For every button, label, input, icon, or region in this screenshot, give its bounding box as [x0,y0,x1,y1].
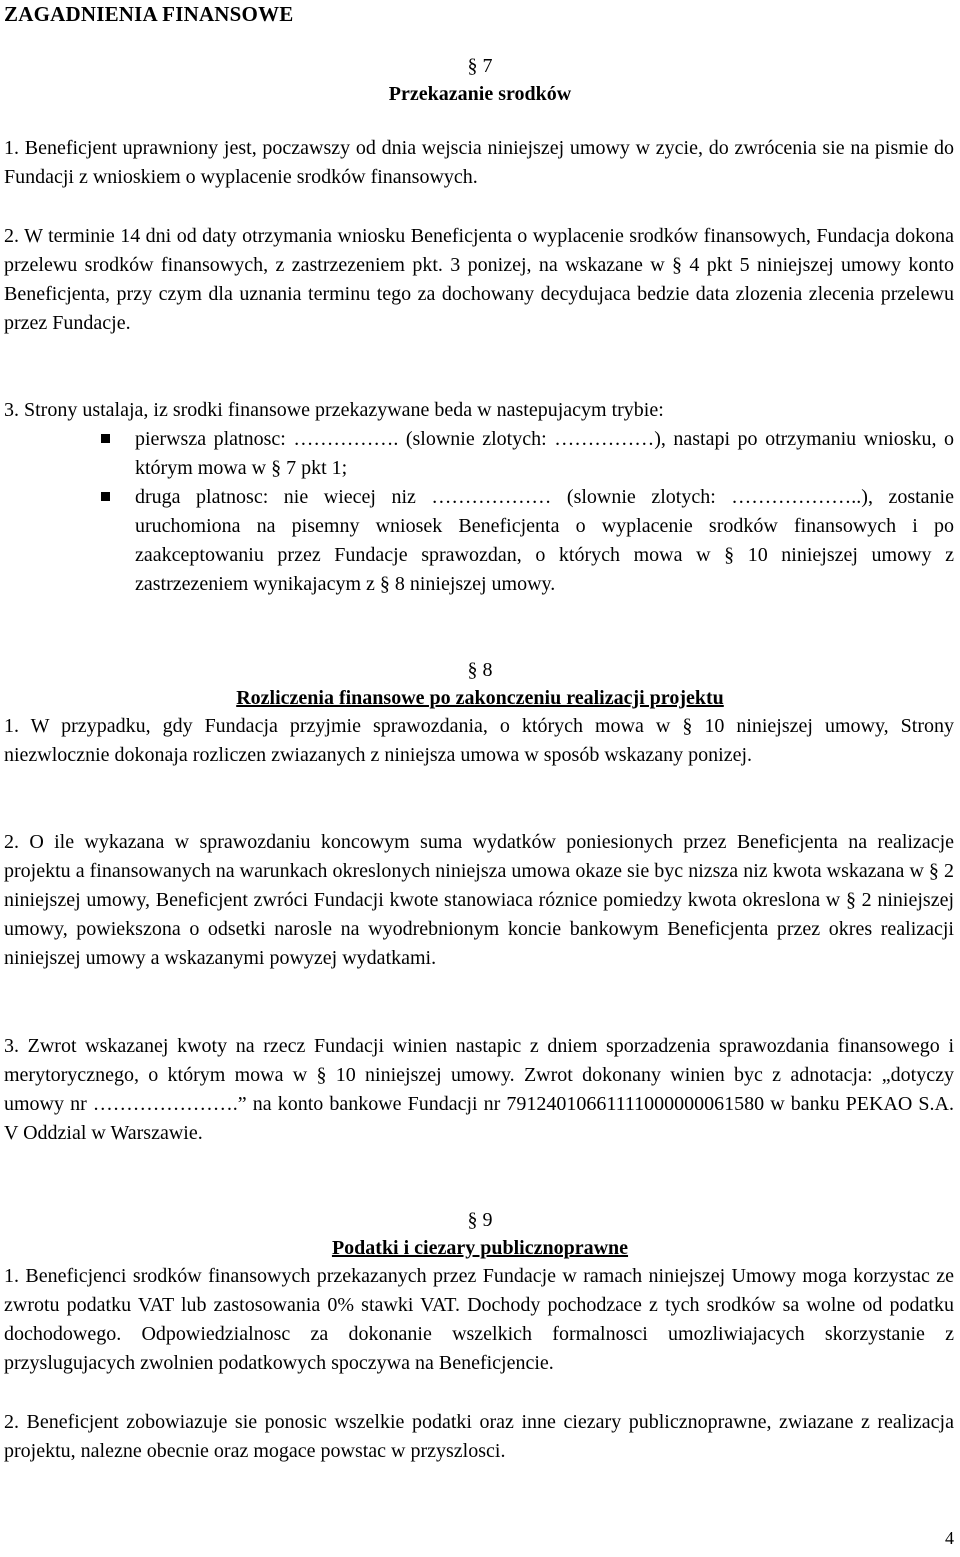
list-item [4,425,954,483]
section-9-heading [0,1206,960,1262]
section-8-paragraph-3: 3. Zwrot wskazanej kwoty na rzecz Fundacji winien nastapic z dniem sporzadzenia sprawozdania finansowego i merytorycznego, o którym mowa w § 10 niniejszej umowy. Zwrot dokonany winien byc z adnotacja: „dotyczy umowy nr ………………….” na konto bankowe Fundacji nr 79124010661111000000061580 w banku PEKAO S.A. V Oddzial w Warszawie. [4,1035,954,1144]
section-9-title: Podatki i ciezary publicznoprawne [331,1237,629,1259]
section-7-paragraph-1: 1. Beneficjent uprawniony jest, poczawszy od dnia wejscia niniejszej umowy w zycie, do zwrócenia sie na pismie do Fundacji z wnioskiem o wyplacenie srodków finansowych. [4,137,954,188]
payment-item-1: pierwsza platnosc: ……………. (slownie zlotych: ……………), nastapi po otrzymaniu wniosku, o którym mowa w § 7 pkt 1; [135,428,954,479]
section-7-paragraph-2: 2. W terminie 14 dni od daty otrzymania wniosku Beneficjenta o wyplacenie srodków finansowych, Fundacja dokona przelewu srodków finansowych, z zastrzezeniem pkt. 3 ponizej, na wskazane w § 4 pkt 5 niniejszej umowy konto Beneficjenta, przy czym dla uznania terminu tego za dochowany decydujaca bedzie data zlozenia zlecenia przelewu przez Fundacje. [4,225,954,334]
section-9-paragraph-2: 2. Beneficjent zobowiazuje sie ponosic wszelkie podatki oraz inne ciezary publicznoprawne, zwiazane z realizacja projektu, nalezne obecnie oraz mogace powstac w przyszlosci. [4,1411,954,1462]
square-bullet-icon [101,492,110,501]
section-8-number: § 8 [467,659,493,681]
section-7-number: § 7 [467,55,493,77]
section-9-paragraph-1: 1. Beneficjenci srodków finansowych przekazanych przez Fundacje w ramach niniejszej Umowy moga korzystac ze zwrotu podatku VAT lub zastosowania 0% stawki VAT. Dochody pochodzace z tych srodków sa wolne od podatku dochodowego. Odpowiedzialnosc za dokonanie wszelkich formalnosci umozliwiajacych skorzystanie z przyslugujacych zwolnien podatkowych spoczywa na Beneficjencie. [4,1265,954,1374]
section-7-heading [0,52,960,108]
section-8-heading [0,656,960,712]
section-9-number: § 9 [467,1209,493,1231]
payment-list [4,425,954,599]
square-bullet-icon [101,434,110,443]
section-8-paragraph-1: 1. W przypadku, gdy Fundacja przyjmie sprawozdania, o których mowa w § 10 niniejszej umowy, Strony niezwlocznie dokonaja rozliczen zwiazanych z niniejsza umowa w sposób wskazany ponizej. [4,715,954,766]
section-8-paragraph-2: 2. O ile wykazana w sprawozdaniu koncowym suma wydatków poniesionych przez Beneficjenta na realizacje projektu a finansowanych na warunkach okreslonych niniejsza umowa okaze sie byc nizsza niz kwota wskazana w § 2 niniejszej umowy, Beneficjent zwróci Fundacji kwote stanowiaca róznice pomiedzy kwota okreslona w § 2 niniejszej umowy, powiekszona o odsetki narosle na wyodrebnionym koncie bankowym Beneficjenta przez okres realizacji niniejszej umowy a wskazanymi powyzej wydatkami. [4,831,954,969]
section-8-title: Rozliczenia finansowe po zakonczeniu realizacji projektu [236,687,724,709]
page-header: ZAGADNIENIA FINANSOWE [4,2,294,26]
page-number: 4 [945,1528,954,1548]
list-item [4,483,954,599]
section-7-title: Przekazanie srodków [388,83,572,105]
payment-item-2: druga platnosc: nie wiecej niz ……………… (slownie zlotych: ………………..), zostanie uruchomiona na pisemny wniosek Beneficjenta o wyplacenie srodków finansowych i po zaakceptowaniu przez Fundacje sprawozdan, o których mowa w § 10 niniejszej umowy z zastrzezeniem wynikajacym z § 8 niniejszej umowy. [135,486,954,595]
section-7-paragraph-3: 3. Strony ustalaja, iz srodki finansowe przekazywane beda w nastepujacym trybie: [4,399,664,421]
